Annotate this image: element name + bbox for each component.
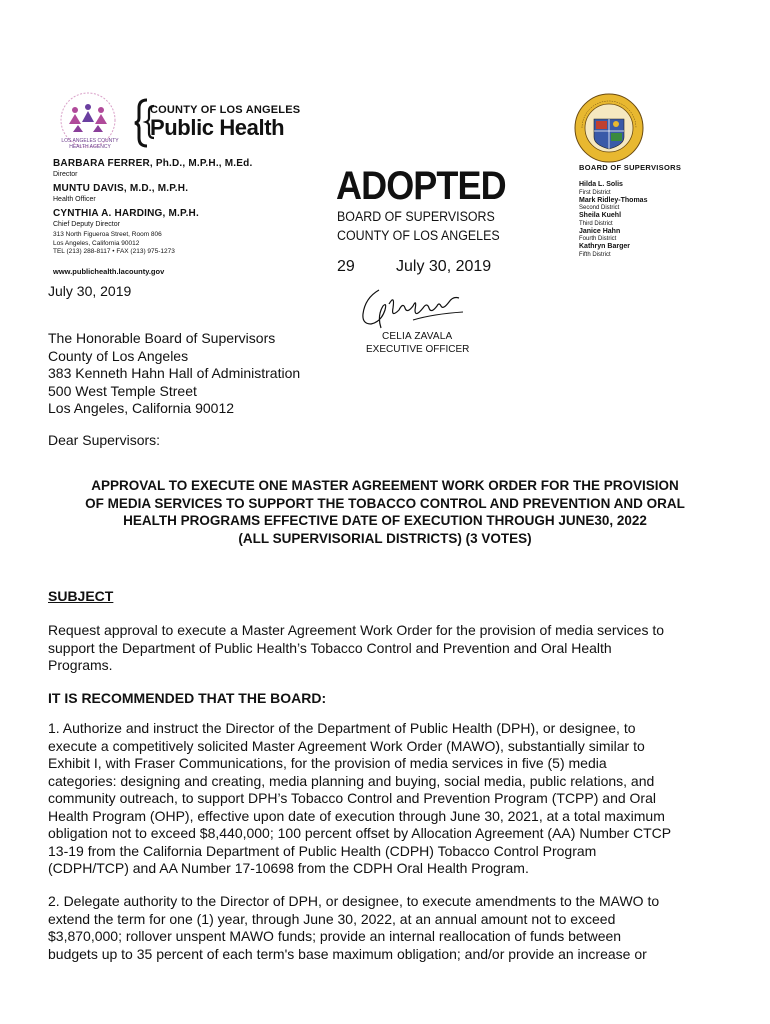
letter-heading xyxy=(40,477,730,547)
adopted-stamp: ADOPTED xyxy=(336,164,506,208)
text-line: support the Department of Public Health’s Tobacco Control and Prevention and Oral Health xyxy=(48,639,612,656)
official-name: CYNTHIA A. HARDING, M.P.H. xyxy=(53,208,199,219)
board-list xyxy=(579,163,709,259)
county-name: COUNTY OF LOS ANGELES xyxy=(150,104,301,116)
address-line: Los Angeles, California 90012 xyxy=(53,239,140,247)
text-line: budgets up to 35 percent of each term's base maximum obligation; and/or provide an increase or xyxy=(48,945,647,962)
agency-name: LOS ANGELES COUNTY HEALTH AGENCY xyxy=(61,138,119,150)
text-line: community outreach, to support DPH’s Tobacco Control and Prevention Program (TCPP) and Oral xyxy=(48,790,656,806)
supervisor-district: Fifth District xyxy=(579,251,611,258)
officials-list xyxy=(53,158,313,233)
supervisor-name: Kathryn Barger xyxy=(579,243,630,250)
text-line: Programs. xyxy=(48,657,113,673)
address-line: TEL (213) 288-8117 • FAX (213) 975-1273 xyxy=(53,248,175,255)
heading-line: (ALL SUPERVISORIAL DISTRICTS) (3 VOTES) xyxy=(238,530,532,546)
subject-paragraph xyxy=(48,622,738,675)
official-name: MUNTU DAVIS, M.D., M.P.H. xyxy=(53,183,189,194)
supervisor-name: Hilda L. Solis xyxy=(579,181,623,188)
signature-image xyxy=(355,284,475,337)
county-seal xyxy=(574,93,644,168)
recipient-line: 500 West Temple Street xyxy=(48,382,197,399)
text-line: categories: designing and creating, media planning and buying, social media, public relations, and xyxy=(48,772,655,789)
text-line: Request approval to execute a Master Agreement Work Order for the provision of media services to xyxy=(48,622,665,638)
text-line: extend the term for one (1) year, through June 30, 2022, at an annual amount not to exceed xyxy=(48,910,616,927)
recipient-line: 383 Kenneth Hahn Hall of Administration xyxy=(48,365,301,381)
supervisor-district: First District xyxy=(579,189,611,196)
department-name: Public Health xyxy=(150,115,285,140)
signer-name: CELIA ZAVALA xyxy=(382,331,453,342)
text-line: Exhibit I, with Fraser Communications, for the provision of media services in five (5) media xyxy=(48,755,607,771)
letter-date: July 30, 2019 xyxy=(48,283,132,299)
official-title: Chief Deputy Director xyxy=(53,221,120,228)
stamp-county-line: COUNTY OF LOS ANGELES xyxy=(337,228,500,243)
text-line: execute a competitively solicited Master Agreement Work Order (MAWO), substantially similar to xyxy=(48,737,645,754)
stamp-date: July 30, 2019 xyxy=(396,258,492,275)
recipient-line: The Honorable Board of Supervisors xyxy=(48,330,276,346)
supervisor-district: Fourth District xyxy=(579,236,617,242)
salutation: Dear Supervisors: xyxy=(48,432,161,448)
website-link[interactable]: www.publichealth.lacounty.gov xyxy=(53,267,165,276)
signer-title: EXECUTIVE OFFICER xyxy=(366,344,470,355)
text-line: obligation not to exceed $8,440,000; 100 percent offset by Allocation Agreement (AA) Number CTCP xyxy=(48,825,672,841)
official-title: Health Officer xyxy=(53,196,96,203)
text-line: 13-19 from the California Department of Public Health (CDPH) Tobacco Control Program xyxy=(48,842,597,859)
text-line: (CDPH/TCP) and AA Number 17-10698 from the CDPH Oral Health Program. xyxy=(48,860,529,876)
text-line: $3,870,000; rollover unspent MAWO funds; provide an internal reallocation of funds between xyxy=(48,928,622,944)
heading-line: HEALTH PROGRAMS EFFECTIVE DATE OF EXECUTION THROUGH JUNE30, 2022 xyxy=(123,513,647,528)
text-line: Health Program (OHP), effective upon date of execution through June 30, 2021, at a total maximum xyxy=(48,807,665,824)
official-name: BARBARA FERRER, Ph.D., M.P.H., M.Ed. xyxy=(53,158,253,169)
text-line: 2. Delegate authority to the Director of DPH, or designee, to execute amendments to the MAWO to xyxy=(48,893,660,909)
text-line: 1. Authorize and instruct the Director of the Department of Public Health (DPH), or designee, to xyxy=(48,720,636,736)
department-address xyxy=(53,231,253,257)
recommendation-item-2 xyxy=(48,893,738,963)
subject-label: SUBJECT xyxy=(48,588,114,604)
recipient-line: County of Los Angeles xyxy=(48,347,189,364)
address-line: 313 North Figueroa Street, Room 806 xyxy=(53,231,162,238)
stamp-item-number: 29 xyxy=(337,258,355,275)
official-title: Director xyxy=(53,171,78,178)
supervisor-name: Sheila Kuehl xyxy=(579,212,622,219)
supervisor-name: Janice Hahn xyxy=(579,227,621,235)
supervisor-district: Third District xyxy=(579,220,613,227)
recommendation-label: IT IS RECOMMENDED THAT THE BOARD: xyxy=(48,690,327,706)
board-title: BOARD OF SUPERVISORS xyxy=(579,163,682,172)
heading-line: APPROVAL TO EXECUTE ONE MASTER AGREEMENT WORK ORDER FOR THE PROVISION xyxy=(91,478,679,493)
recommendation-item-1 xyxy=(48,720,738,878)
recipient-address xyxy=(48,330,300,418)
heading-line: OF MEDIA SERVICES TO SUPPORT THE TOBACCO CONTROL AND PREVENTION AND ORAL xyxy=(85,495,685,511)
supervisor-name: Mark Ridley-Thomas xyxy=(579,196,648,204)
stamp-board-line: BOARD OF SUPERVISORS xyxy=(337,209,495,224)
supervisor-district: Second District xyxy=(579,205,620,211)
recipient-line: Los Angeles, California 90012 xyxy=(48,400,235,416)
